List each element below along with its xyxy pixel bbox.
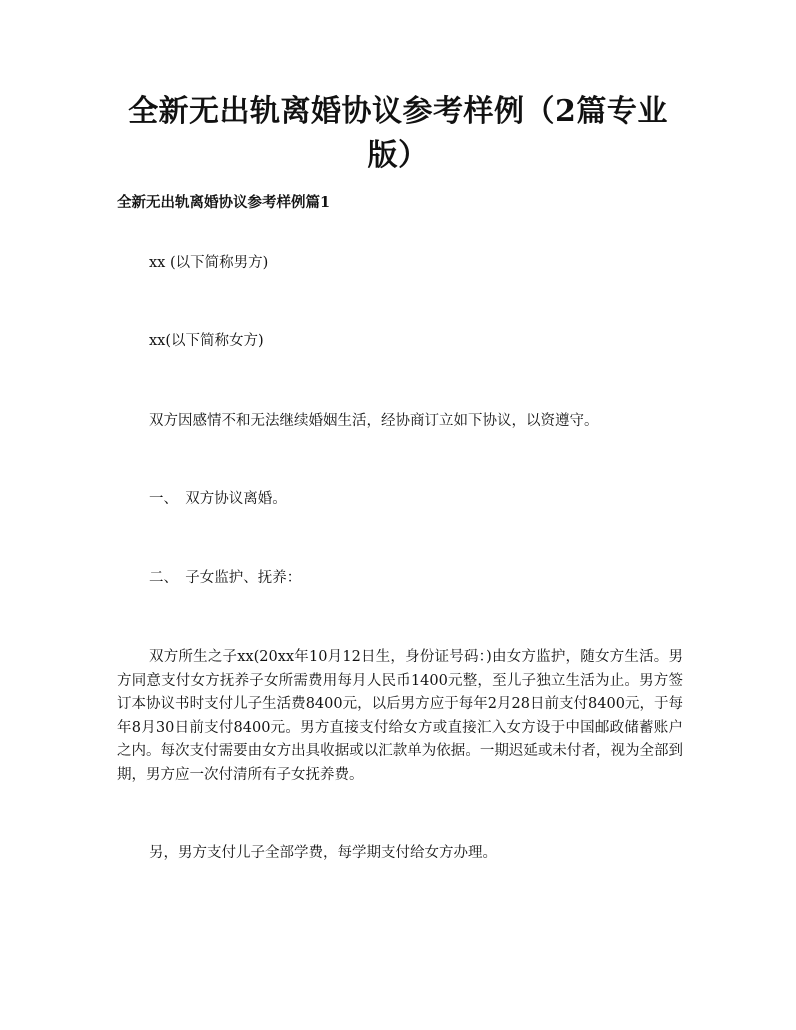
paragraph-tuition: 另，男方支付儿子全部学费，每学期支付给女方办理。: [149, 845, 497, 861]
paragraph-child-support: 双方所生之子xx(20xx年10月12日生，身份证号码：)由女方监护，随女方生活。男方同意支付女方抚养子女所需费用每月人民币1400元整，至儿子独立生活为止。男方签订本协议书时支付儿子生活费8400元，以后男方应于每年2月28日前支付8400元，于每年8月30日前支付8400元。男方直接支付给女方或直接汇入女方设于中国邮政储蓄账户之内。每次支付需要由女方出具收据或以汇款单为依据。一期迟延或未付者，视为全部到期，男方应一次付清所有子女抚养费。: [117, 649, 683, 783]
paragraph-agreement-intro: 双方因感情不和无法继续婚姻生活，经协商订立如下协议，以资遵守。: [149, 413, 599, 429]
paragraph-wife-party: xx(以下简称女方): [149, 333, 264, 349]
clause-child-custody-heading: 二、 子女监护、抚养：: [149, 570, 302, 586]
section-heading: 全新无出轨离婚协议参考样例篇1: [117, 194, 331, 211]
document-title: 全新无出轨离婚协议参考样例（2篇专业版）: [128, 94, 668, 173]
paragraph-husband-party: xx (以下简称男方): [149, 255, 269, 271]
clause-divorce: 一、 双方协议离婚。: [149, 491, 287, 507]
